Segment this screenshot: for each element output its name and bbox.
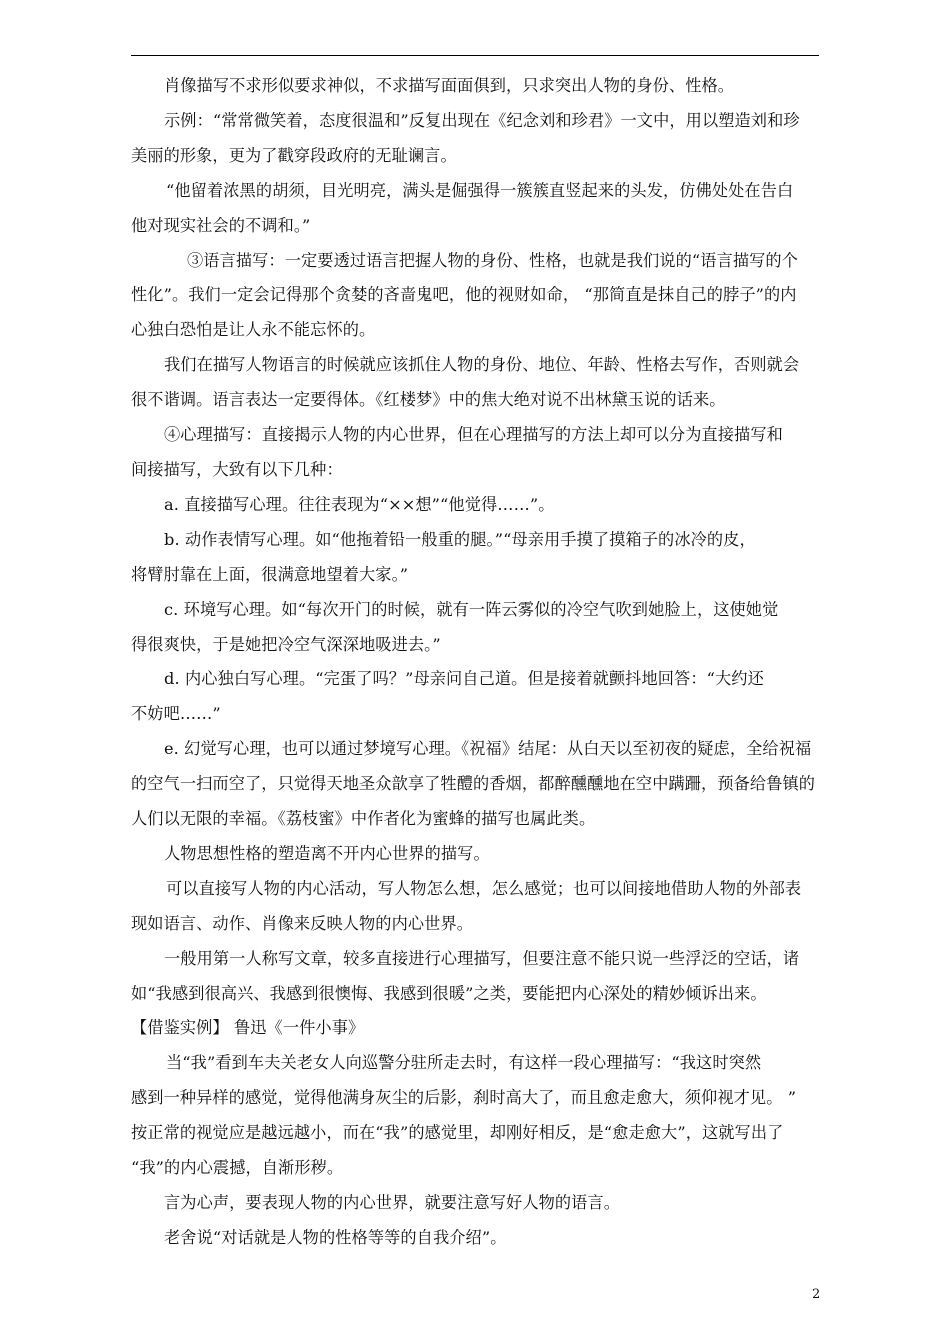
text-line: 我们在描写人物语言的时候就应该抓住人物的身份、地位、年龄、性格去写作，否则就会 [164,355,800,375]
text-line: 人物思想性格的塑造离不开内心世界的描写。 [164,843,490,863]
text-line: 一般用第一人称写文章，较多直接进行心理描写，但要注意不能只说一些浮泛的空话，诸 [164,948,800,968]
text-line: e. 幻觉写心理，也可以通过梦境写心理。《祝福》结尾：从白天以至初夜的疑虑，全给祝福 [164,739,812,759]
text-line: 人们以无限的幸福。《荔枝蜜》中作者化为蜜蜂的描写也属此类。 [131,809,596,829]
text-line: d. 内心独白写心理。“完蛋了吗？”母亲问自己道。但是接着就颤抖地回答：“大约还 [164,669,764,689]
text-line: 不妨吧……” [131,704,221,724]
text-line: 的空气一扫而空了，只觉得天地圣众歆享了牲醴的香烟，都醉醺醺地在空中蹒跚，预备给鲁镇的 [131,774,816,794]
page-number: 2 [812,1287,821,1302]
text-line: 如“我感到很高兴、我感到很懊悔、我感到很暖”之类，要能把内心深处的精妙倾诉出来。 [131,983,767,1003]
text-line: 言为心声，要表现人物的内心世界，就要注意写好人物的语言。 [164,1193,621,1212]
text-line: 他对现实社会的不调和。” [131,215,311,235]
text-line: 得很爽快，于是她把冷空气深深地吸进去。” [131,634,441,654]
text-line: 感到一种异样的感觉，觉得他满身灰尘的后影，刹时高大了，而且愈走愈大，须仰视才见。 ” [131,1088,797,1108]
text-line: 可以直接写人物的内心活动，写人物怎么想，怎么感觉；也可以间接地借助人物的外部表 [166,878,802,898]
text-line: 将臂肘靠在上面，很满意地望着大家。” [131,564,409,584]
text-line: b. 动作表情写心理。如“他拖着铅一般重的腿。”“母亲用手摸了摸箱子的冰冷的皮， [164,529,756,549]
text-line: a. 直接描写心理。往往表现为“××想”“他觉得……”。 [164,494,555,514]
text-line: “他留着浓黑的胡须，目光明亮，满头是倔强得一簇簇直竖起来的头发，仿佛处处在告白 [166,180,794,200]
text-line: 间接描写，大致有以下几种： [131,459,343,479]
text-line: 肖像描写不求形似要求神似，不求描写面面俱到，只求突出人物的身份、性格。 [164,76,735,95]
text-line: 现如语言、动作、肖像来反映人物的内心世界。 [131,913,474,933]
text-line: 老舍说“对话就是人物的性格等等的自我介绍”。 [164,1227,507,1247]
section-heading: 【借鉴实例】 鲁迅《一件小事》 [131,1018,365,1038]
text-line: “我”的内心震撼，自渐形秽。 [131,1158,344,1178]
text-line: ③语言描写：一定要透过语言把握人物的身份、性格，也就是我们说的“语言描写的个 [187,250,799,270]
text-line: 心独白恐怕是让人永不能忘怀的。 [131,320,376,340]
text-line: ④心理描写：直接揭示人物的内心世界，但在心理描写的方法上却可以分为直接描写和 [164,425,783,445]
text-line: 按正常的视觉应是越远越小，而在“我”的感觉里，却刚好相反，是“愈走愈大”，这就写出了 [131,1123,784,1143]
text-line: 美丽的形象，更为了戳穿段政府的无耻谰言。 [131,145,457,165]
body-text [131,69,826,1256]
header-rule [131,55,819,56]
text-line: 当“我”看到车夫关老女人向巡警分驻所走去时，有这样一段心理描写：“我这时突然 [166,1053,762,1073]
text-line: 很不谐调。语言表达一定要得体。《红楼梦》中的焦大绝对说不出林黛玉说的话来。 [131,390,726,410]
text-line: c. 环境写心理。如“每次开门的时候，就有一阵云雾似的冷空气吹到她脸上，这使她觉 [164,599,779,619]
text-line: 性化”。我们一定会记得那个贪婪的吝啬鬼吧，他的视财如命， “那简直是抹自己的脖子”的内 [131,285,797,305]
text-line: 示例：“常常微笑着，态度很温和”反复出现在《纪念刘和珍君》一文中，用以塑造刘和珍 [164,110,800,130]
